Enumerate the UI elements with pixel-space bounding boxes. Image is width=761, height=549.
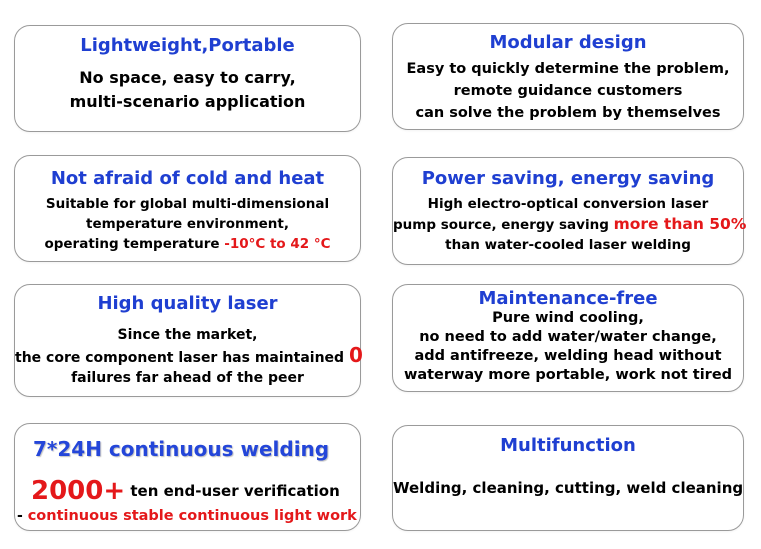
- card-body-text: operating temperature: [44, 236, 225, 252]
- card-body-line: [393, 214, 747, 235]
- card-body-line: can solve the problem by themselves: [415, 105, 721, 121]
- card-body-text: ten end-user verification: [125, 482, 340, 500]
- card-body-line: than water-cooled laser welding: [445, 237, 691, 253]
- card-title: Lightweight,Portable: [80, 35, 295, 56]
- card-body-line: [17, 506, 360, 526]
- card-body-line: Welding, cleaning, cutting, weld cleaning: [393, 479, 744, 497]
- card-body-line: multi-scenario application: [69, 92, 306, 111]
- feature-card-lightweight: [14, 25, 361, 132]
- card-body-line: Suitable for global multi-dimensional: [45, 196, 330, 212]
- card-body-line: [15, 476, 360, 506]
- card-title: 7*24H continuous welding: [33, 437, 330, 461]
- card-title: Power saving, energy saving: [421, 168, 715, 189]
- card-title: Not afraid of cold and heat: [50, 168, 325, 189]
- feature-card-power-saving: [392, 157, 747, 265]
- card-title: High quality laser: [97, 293, 278, 314]
- feature-card-multifunction: [392, 425, 744, 531]
- card-title: Multifunction: [500, 435, 636, 456]
- feature-card-continuous-welding: [14, 423, 361, 531]
- energy-saving-highlight: more than 50%: [613, 215, 747, 233]
- failures-count-highlight: 0: [348, 343, 363, 367]
- feature-card-maintenance-free: [392, 284, 744, 392]
- user-count-highlight: 2000+: [31, 476, 126, 506]
- card-body-line: Pure wind cooling,: [492, 310, 644, 326]
- card-body: [393, 309, 743, 385]
- card-body-line: Since the market,: [117, 327, 258, 343]
- card-title: Maintenance-free: [478, 288, 658, 309]
- card-body-line: no need to add water/water change,: [419, 329, 717, 345]
- temperature-range-highlight: -10°C to 42 °C: [224, 236, 331, 252]
- card-body-line: waterway more portable, work not tired: [403, 367, 733, 383]
- card-body: [393, 194, 747, 255]
- card-body-text: the core component laser has maintained: [15, 350, 349, 366]
- feature-card-high-quality-laser: [14, 284, 361, 397]
- card-title: Modular design: [489, 32, 647, 53]
- card-body: [15, 476, 360, 526]
- card-body: [15, 194, 360, 254]
- card-body: [393, 58, 743, 124]
- card-body-line: failures far ahead of the peer: [71, 370, 304, 386]
- card-body: [15, 66, 360, 114]
- card-body-line: [15, 234, 360, 254]
- card-body-line: High electro-optical conversion laser: [427, 196, 709, 212]
- card-body: [15, 325, 363, 388]
- card-body-text: pump source, energy saving: [393, 217, 614, 233]
- card-body-line: [15, 343, 363, 368]
- feature-card-modular-design: [392, 23, 744, 130]
- feature-card-cold-heat: [14, 155, 361, 262]
- card-body-line: No space, easy to carry,: [79, 68, 296, 87]
- card-body-line: add antifreeze, welding head without: [414, 348, 722, 364]
- card-body-text: -: [17, 508, 28, 524]
- card-body-line: Easy to quickly determine the problem,: [406, 61, 730, 77]
- card-body-line: remote guidance customers: [453, 83, 683, 99]
- card-body-line: temperature environment,: [86, 216, 289, 232]
- card-body: [393, 477, 743, 499]
- continuous-work-highlight: continuous stable continuous light work: [27, 508, 357, 524]
